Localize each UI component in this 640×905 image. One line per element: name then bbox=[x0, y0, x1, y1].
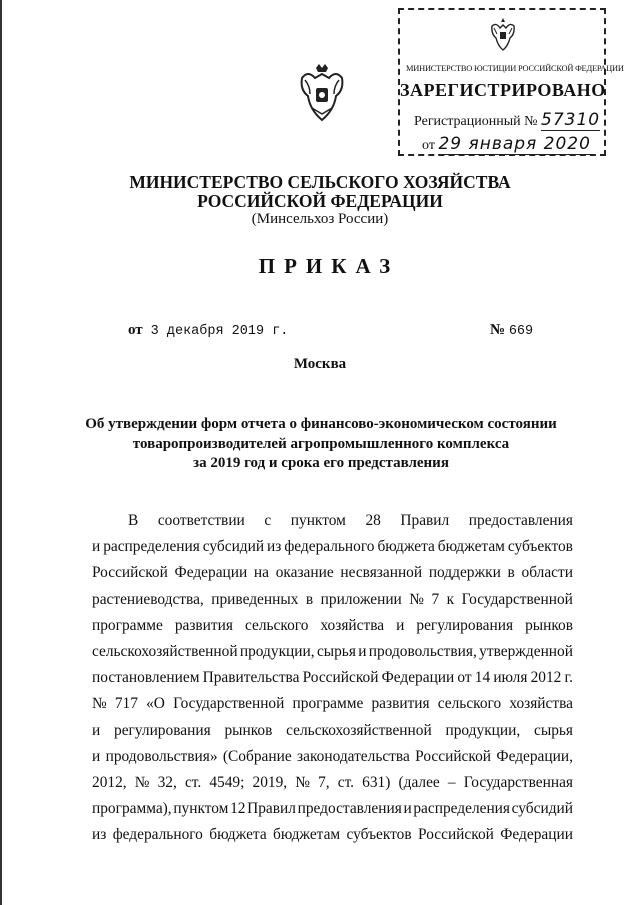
body-line: постановлением Правительства Российской Федерации от 14 июля 2012 г. bbox=[92, 669, 573, 687]
body-line: и продовольствия» (Собрание законодательства Российской Федерации, bbox=[92, 747, 573, 765]
body-line: из федерального бюджета бюджетам субъектов Российской Федерации bbox=[92, 826, 573, 844]
coat-of-arms-icon bbox=[488, 16, 518, 52]
document-type-title: ПРИКАЗ bbox=[258, 254, 400, 278]
order-date bbox=[128, 322, 288, 339]
stamp-date-value: 29 января 2020 bbox=[438, 134, 591, 154]
ministry-federation: РОССИЙСКОЙ ФЕДЕРАЦИИ bbox=[197, 191, 443, 211]
body-line: сельскохозяйственной продукции, сырья и продовольствия, утвержденной bbox=[92, 642, 573, 660]
order-number-value: 669 bbox=[508, 324, 534, 339]
stamp-registered-label: ЗАРЕГИСТРИРОВАНО bbox=[400, 80, 606, 100]
order-title-line: за 2019 год и срока его представления bbox=[193, 455, 449, 471]
order-number bbox=[490, 322, 533, 339]
scan-edge bbox=[0, 0, 2, 905]
body-line: и регулирования рынков сельскохозяйственной продукции, сырья bbox=[92, 721, 573, 739]
order-date-prefix: от bbox=[128, 322, 143, 338]
body-line: 2012, № 32, ст. 4549; 2019, № 7, ст. 631) (далее – Государственная bbox=[92, 773, 573, 791]
body-line: программе развития сельского хозяйства и регулирования рынков bbox=[92, 616, 573, 634]
order-title bbox=[80, 415, 562, 474]
body-line: растениеводства, приведенных в приложении № 7 к Государственной bbox=[92, 590, 573, 608]
stamp-regnum-value: 57310 bbox=[541, 110, 601, 130]
body-line: В соответствии с пунктом 28 Правил предоставления bbox=[128, 512, 573, 529]
order-city: Москва bbox=[293, 356, 347, 372]
stamp-date-prefix: от bbox=[422, 138, 435, 153]
stamp-date-row bbox=[422, 134, 591, 154]
order-title-line: Об утверждении форм отчета о финансово-экономическом состоянии bbox=[85, 416, 557, 432]
order-body bbox=[92, 508, 573, 848]
body-line: и распределения субсидий из федерального бюджета бюджетам субъектов bbox=[92, 538, 573, 556]
stamp-regnum-label: Регистрационный № bbox=[414, 114, 538, 129]
body-line: № 717 «О Государственной программе развития сельского хозяйства bbox=[92, 695, 573, 713]
order-title-line: товаропроизводителей агропромышленного комплекса bbox=[132, 435, 510, 452]
body-line: Российской Федерации на оказание несвязанной поддержки в области bbox=[92, 564, 573, 582]
order-number-prefix: № bbox=[490, 322, 506, 338]
body-line: программа), пунктом 12 Правил предоставления и распределения субсидий bbox=[92, 800, 573, 818]
stamp-regnum-row bbox=[414, 110, 600, 130]
stamp-ministry-name: МИНИСТЕРСТВО ЮСТИЦИИ РОССИЙСКОЙ ФЕДЕРАЦИИ bbox=[406, 64, 624, 73]
double-headed-eagle-icon bbox=[296, 64, 348, 124]
registration-stamp bbox=[398, 8, 624, 156]
ministry-short-name: (Минсельхоз России) bbox=[251, 211, 389, 227]
ministry-name: МИНИСТЕРСТВО СЕЛЬСКОГО ХОЗЯЙСТВА bbox=[129, 172, 511, 192]
order-date-value: 3 декабря 2019 г. bbox=[150, 324, 289, 339]
